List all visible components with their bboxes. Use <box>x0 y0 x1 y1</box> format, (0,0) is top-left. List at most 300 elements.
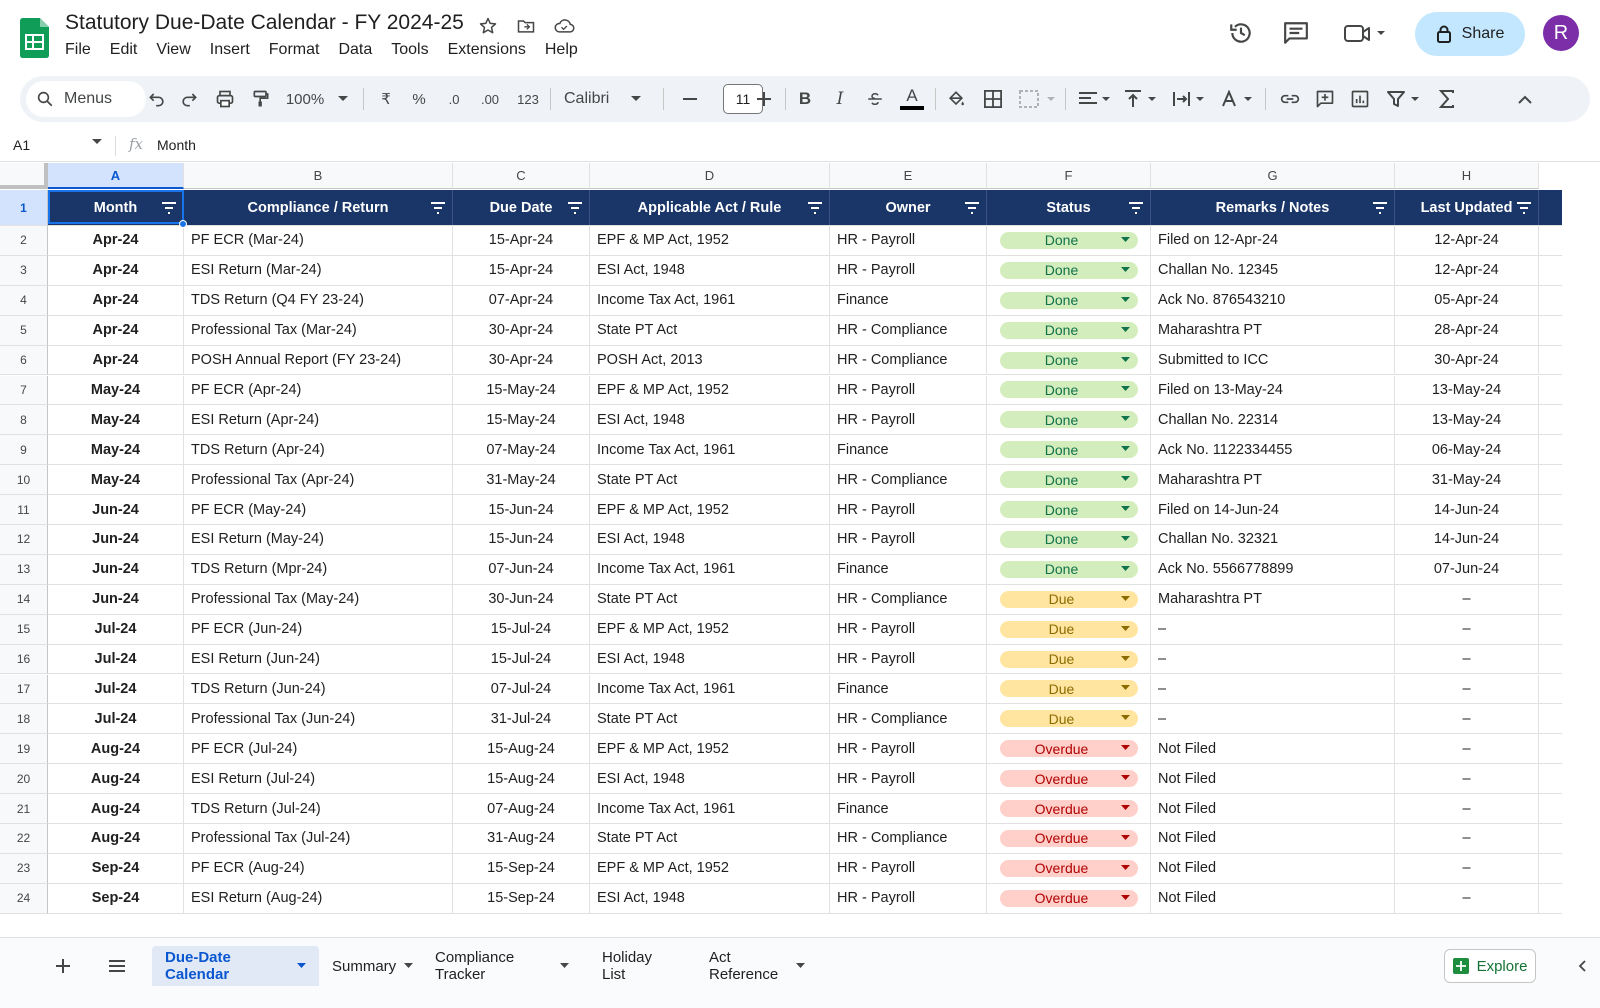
cell-compliance[interactable] <box>184 734 453 763</box>
cell-remarks[interactable] <box>1151 555 1395 584</box>
row-header[interactable]: 2 <box>0 226 48 256</box>
chevron-down-icon[interactable] <box>1121 506 1130 512</box>
cell-remarks[interactable] <box>1151 376 1395 405</box>
cell-act[interactable] <box>590 226 830 255</box>
cell-compliance[interactable] <box>184 316 453 345</box>
chevron-down-icon[interactable] <box>796 963 805 969</box>
cell-compliance[interactable] <box>184 675 453 704</box>
status-chip[interactable] <box>1000 800 1138 817</box>
cell-status[interactable] <box>987 585 1151 614</box>
cell-updated[interactable] <box>1395 645 1539 674</box>
fill-handle[interactable] <box>179 220 187 228</box>
header-cell[interactable] <box>184 190 453 225</box>
cell-updated[interactable] <box>1395 615 1539 644</box>
header-cell[interactable] <box>48 190 184 225</box>
cell-due[interactable] <box>453 884 590 913</box>
menu-search[interactable] <box>26 81 146 117</box>
print-icon[interactable] <box>213 87 237 111</box>
cell-updated[interactable] <box>1395 256 1539 285</box>
cell-act[interactable] <box>590 286 830 315</box>
sheet-tab[interactable] <box>422 946 582 986</box>
cell-remarks[interactable] <box>1151 495 1395 524</box>
cell-status[interactable] <box>987 286 1151 315</box>
strikethrough-icon[interactable] <box>865 87 885 111</box>
cell-updated[interactable] <box>1395 555 1539 584</box>
row-header[interactable]: 15 <box>0 615 48 645</box>
column-header-h[interactable]: H <box>1395 163 1539 189</box>
row-header[interactable]: 17 <box>0 675 48 705</box>
cell-owner[interactable] <box>830 525 987 554</box>
status-chip[interactable] <box>1000 890 1138 907</box>
filter-icon[interactable] <box>567 201 583 215</box>
cell-due[interactable] <box>453 675 590 704</box>
row-header[interactable]: 13 <box>0 555 48 585</box>
insert-comment-icon[interactable] <box>1313 87 1337 111</box>
cell-compliance[interactable] <box>184 824 453 853</box>
cell-owner[interactable] <box>830 854 987 883</box>
row-header[interactable]: 23 <box>0 854 48 884</box>
chevron-down-icon[interactable] <box>1121 416 1130 422</box>
cell-due[interactable] <box>453 405 590 434</box>
cell-owner[interactable] <box>830 585 987 614</box>
cell-status[interactable] <box>987 704 1151 733</box>
cell-updated[interactable] <box>1395 794 1539 823</box>
cell-updated[interactable] <box>1395 286 1539 315</box>
chevron-down-icon[interactable] <box>337 87 349 111</box>
cell-owner[interactable] <box>830 286 987 315</box>
row-header[interactable]: 1 <box>0 190 48 226</box>
status-chip[interactable] <box>1000 770 1138 787</box>
cell-act[interactable] <box>590 555 830 584</box>
cell-status[interactable] <box>987 794 1151 823</box>
cell-act[interactable] <box>590 495 830 524</box>
status-chip[interactable] <box>1000 830 1138 847</box>
header-cell[interactable] <box>590 190 830 225</box>
column-header-e[interactable]: E <box>830 163 987 189</box>
decrease-decimal-button[interactable]: .0 <box>448 91 460 107</box>
cell-status[interactable] <box>987 256 1151 285</box>
cell-remarks[interactable] <box>1151 405 1395 434</box>
header-cell[interactable] <box>987 190 1151 225</box>
chevron-down-icon[interactable] <box>1121 895 1130 901</box>
cell-owner[interactable] <box>830 645 987 674</box>
fill-color-icon[interactable] <box>945 87 967 111</box>
status-chip[interactable] <box>1000 501 1138 518</box>
paint-format-icon[interactable] <box>249 87 273 111</box>
chevron-down-icon[interactable] <box>1121 685 1130 691</box>
header-cell[interactable] <box>453 190 590 225</box>
cell-updated[interactable] <box>1395 675 1539 704</box>
borders-icon[interactable] <box>982 87 1004 111</box>
cell-status[interactable] <box>987 316 1151 345</box>
add-sheet-icon[interactable] <box>55 958 71 974</box>
cell-remarks[interactable] <box>1151 286 1395 315</box>
cell-act[interactable] <box>590 256 830 285</box>
cell-remarks[interactable] <box>1151 316 1395 345</box>
insert-chart-icon[interactable] <box>1348 87 1372 111</box>
column-header-c[interactable]: C <box>453 163 590 189</box>
cell-updated[interactable] <box>1395 585 1539 614</box>
cell-owner[interactable] <box>830 316 987 345</box>
menu-tools[interactable]: Tools <box>391 41 429 58</box>
chevron-down-icon[interactable] <box>1121 267 1130 273</box>
cell-month[interactable] <box>48 346 184 375</box>
cell-status[interactable] <box>987 226 1151 255</box>
filter-icon[interactable] <box>161 201 177 215</box>
cell-owner[interactable] <box>830 226 987 255</box>
cell-compliance[interactable] <box>184 884 453 913</box>
cell-month[interactable] <box>48 764 184 793</box>
row-header[interactable]: 6 <box>0 346 48 376</box>
cell-due[interactable] <box>453 286 590 315</box>
cell-act[interactable] <box>590 675 830 704</box>
chevron-down-icon[interactable] <box>1121 596 1130 602</box>
cell-status[interactable] <box>987 495 1151 524</box>
column-header-f[interactable]: F <box>987 163 1151 189</box>
cell-updated[interactable] <box>1395 884 1539 913</box>
font-size-input[interactable]: 11 <box>723 84 763 114</box>
vertical-align-icon[interactable] <box>1123 87 1159 111</box>
cloud-saved-icon[interactable] <box>552 14 576 38</box>
status-chip[interactable] <box>1000 381 1138 398</box>
cell-compliance[interactable] <box>184 286 453 315</box>
status-chip[interactable] <box>1000 591 1138 608</box>
cell-act[interactable] <box>590 645 830 674</box>
chevron-down-icon[interactable] <box>1121 865 1130 871</box>
horizontal-align-icon[interactable] <box>1077 87 1113 111</box>
row-header[interactable]: 10 <box>0 465 48 495</box>
cell-compliance[interactable] <box>184 346 453 375</box>
cell-month[interactable] <box>48 824 184 853</box>
cell-owner[interactable] <box>830 824 987 853</box>
row-header[interactable]: 9 <box>0 435 48 465</box>
status-chip[interactable] <box>1000 471 1138 488</box>
cell-remarks[interactable] <box>1151 884 1395 913</box>
increase-font-size-icon[interactable] <box>754 87 774 111</box>
cell-owner[interactable] <box>830 495 987 524</box>
column-header-b[interactable]: B <box>184 163 453 189</box>
row-header[interactable]: 24 <box>0 884 48 914</box>
cell-month[interactable] <box>48 675 184 704</box>
status-chip[interactable] <box>1000 411 1138 428</box>
menu-data[interactable]: Data <box>338 41 373 58</box>
status-chip[interactable] <box>1000 740 1138 757</box>
currency-format-button[interactable]: ₹ <box>381 91 391 108</box>
status-chip[interactable] <box>1000 292 1138 309</box>
chevron-down-icon[interactable] <box>1121 327 1130 333</box>
avatar[interactable]: R <box>1543 15 1579 51</box>
cell-remarks[interactable] <box>1151 226 1395 255</box>
cell-month[interactable] <box>48 884 184 913</box>
cell-remarks[interactable] <box>1151 615 1395 644</box>
cell-due[interactable] <box>453 555 590 584</box>
cell-owner[interactable] <box>830 884 987 913</box>
filter-icon[interactable] <box>807 201 823 215</box>
cell-status[interactable] <box>987 346 1151 375</box>
cell-status[interactable] <box>987 764 1151 793</box>
cell-act[interactable] <box>590 764 830 793</box>
cell-act[interactable] <box>590 376 830 405</box>
filter-icon[interactable] <box>1516 201 1532 215</box>
cell-act[interactable] <box>590 854 830 883</box>
filter-icon[interactable] <box>964 201 980 215</box>
cell-due[interactable] <box>453 525 590 554</box>
cell-remarks[interactable] <box>1151 585 1395 614</box>
cell-status[interactable] <box>987 645 1151 674</box>
cell-act[interactable] <box>590 585 830 614</box>
star-icon[interactable] <box>476 14 500 38</box>
column-header-a[interactable]: A <box>48 163 184 189</box>
cell-status[interactable] <box>987 734 1151 763</box>
header-cell[interactable] <box>1151 190 1395 225</box>
cell-due[interactable] <box>453 435 590 464</box>
cell-compliance[interactable] <box>184 495 453 524</box>
cell-compliance[interactable] <box>184 764 453 793</box>
cell-act[interactable] <box>590 794 830 823</box>
cell-remarks[interactable] <box>1151 764 1395 793</box>
chevron-down-icon[interactable] <box>1121 297 1130 303</box>
chevron-down-icon[interactable] <box>1121 386 1130 392</box>
cell-status[interactable] <box>987 525 1151 554</box>
status-chip[interactable] <box>1000 322 1138 339</box>
row-header[interactable]: 8 <box>0 405 48 435</box>
row-header[interactable]: 3 <box>0 256 48 286</box>
cell-updated[interactable] <box>1395 316 1539 345</box>
cell-remarks[interactable] <box>1151 704 1395 733</box>
cell-month[interactable] <box>48 286 184 315</box>
cell-act[interactable] <box>590 615 830 644</box>
row-header[interactable]: 22 <box>0 824 48 854</box>
comments-icon[interactable] <box>1283 21 1309 45</box>
zoom-select[interactable]: 100% <box>285 90 325 108</box>
cell-updated[interactable] <box>1395 764 1539 793</box>
chevron-down-icon[interactable] <box>92 139 102 145</box>
status-chip[interactable] <box>1000 651 1138 668</box>
cell-owner[interactable] <box>830 555 987 584</box>
cell-owner[interactable] <box>830 675 987 704</box>
status-chip[interactable] <box>1000 860 1138 877</box>
cell-status[interactable] <box>987 824 1151 853</box>
cell-compliance[interactable] <box>184 794 453 823</box>
cell-due[interactable] <box>453 854 590 883</box>
header-cell[interactable] <box>830 190 987 225</box>
cell-owner[interactable] <box>830 435 987 464</box>
cell-compliance[interactable] <box>184 615 453 644</box>
font-family-select[interactable]: Calibri <box>564 90 610 107</box>
cell-due[interactable] <box>453 585 590 614</box>
sum-icon[interactable] <box>1436 87 1458 111</box>
row-header[interactable]: 19 <box>0 734 48 764</box>
cell-due[interactable] <box>453 495 590 524</box>
cell-compliance[interactable] <box>184 256 453 285</box>
cell-compliance[interactable] <box>184 465 453 494</box>
chevron-down-icon[interactable] <box>1121 835 1130 841</box>
cell-compliance[interactable] <box>184 405 453 434</box>
cell-month[interactable] <box>48 525 184 554</box>
chevron-down-icon[interactable] <box>1121 357 1130 363</box>
status-chip[interactable] <box>1000 621 1138 638</box>
cell-act[interactable] <box>590 824 830 853</box>
cell-month[interactable] <box>48 256 184 285</box>
cell-month[interactable] <box>48 316 184 345</box>
sheet-tab[interactable] <box>152 946 319 986</box>
cell-act[interactable] <box>590 884 830 913</box>
cell-compliance[interactable] <box>184 704 453 733</box>
filter-icon[interactable] <box>1128 201 1144 215</box>
row-header[interactable]: 12 <box>0 525 48 555</box>
text-wrapping-icon[interactable] <box>1171 87 1207 111</box>
cell-month[interactable] <box>48 465 184 494</box>
chevron-down-icon[interactable] <box>560 963 569 969</box>
cell-act[interactable] <box>590 465 830 494</box>
cell-month[interactable] <box>48 555 184 584</box>
chevron-down-icon[interactable] <box>630 87 642 111</box>
cell-status[interactable] <box>987 555 1151 584</box>
cell-remarks[interactable] <box>1151 256 1395 285</box>
cell-updated[interactable] <box>1395 495 1539 524</box>
document-title[interactable]: Statutory Due-Date Calendar - FY 2024-25 <box>65 11 464 34</box>
status-chip[interactable] <box>1000 561 1138 578</box>
chevron-down-icon[interactable] <box>297 963 306 969</box>
cell-compliance[interactable] <box>184 555 453 584</box>
row-header[interactable]: 20 <box>0 764 48 794</box>
cell-month[interactable] <box>48 226 184 255</box>
cell-updated[interactable] <box>1395 435 1539 464</box>
merge-cells-icon[interactable] <box>1018 87 1058 111</box>
cell-updated[interactable] <box>1395 346 1539 375</box>
chevron-down-icon[interactable] <box>1121 805 1130 811</box>
cell-remarks[interactable] <box>1151 465 1395 494</box>
row-header[interactable]: 21 <box>0 794 48 824</box>
cell-due[interactable] <box>453 794 590 823</box>
cell-month[interactable] <box>48 435 184 464</box>
text-color-button[interactable] <box>900 87 924 111</box>
cell-act[interactable] <box>590 405 830 434</box>
cell-act[interactable] <box>590 435 830 464</box>
row-header[interactable]: 16 <box>0 645 48 675</box>
status-chip[interactable] <box>1000 262 1138 279</box>
chevron-down-icon[interactable] <box>1121 745 1130 751</box>
cell-compliance[interactable] <box>184 854 453 883</box>
cell-updated[interactable] <box>1395 824 1539 853</box>
percent-format-button[interactable]: % <box>412 90 426 108</box>
menu-help[interactable]: Help <box>544 41 578 58</box>
cell-month[interactable] <box>48 854 184 883</box>
cell-month[interactable] <box>48 585 184 614</box>
cell-owner[interactable] <box>830 405 987 434</box>
cell-owner[interactable] <box>830 764 987 793</box>
chevron-down-icon[interactable] <box>1121 566 1130 572</box>
cell-owner[interactable] <box>830 465 987 494</box>
explore-button[interactable] <box>1444 949 1536 983</box>
cell-owner[interactable] <box>830 615 987 644</box>
cell-status[interactable] <box>987 376 1151 405</box>
cell-remarks[interactable] <box>1151 734 1395 763</box>
cell-compliance[interactable] <box>184 645 453 674</box>
sheet-tab[interactable] <box>696 946 818 986</box>
chevron-down-icon[interactable] <box>1121 237 1130 243</box>
cell-due[interactable] <box>453 376 590 405</box>
meet-icon[interactable] <box>1344 22 1386 44</box>
sheet-tab[interactable] <box>589 946 686 986</box>
cell-due[interactable] <box>453 764 590 793</box>
cell-act[interactable] <box>590 704 830 733</box>
header-cell[interactable] <box>1395 190 1539 225</box>
cell-updated[interactable] <box>1395 376 1539 405</box>
chevron-down-icon[interactable] <box>1121 446 1130 452</box>
cell-month[interactable] <box>48 376 184 405</box>
chevron-left-icon[interactable] <box>1578 960 1586 972</box>
cell-updated[interactable] <box>1395 226 1539 255</box>
undo-icon[interactable] <box>145 87 169 111</box>
cell-updated[interactable] <box>1395 704 1539 733</box>
row-header[interactable]: 5 <box>0 316 48 346</box>
status-chip[interactable] <box>1000 531 1138 548</box>
cell-remarks[interactable] <box>1151 645 1395 674</box>
cell-act[interactable] <box>590 734 830 763</box>
cell-due[interactable] <box>453 704 590 733</box>
filter-icon[interactable] <box>430 201 446 215</box>
status-chip[interactable] <box>1000 232 1138 249</box>
cell-owner[interactable] <box>830 346 987 375</box>
cell-remarks[interactable] <box>1151 824 1395 853</box>
cell-updated[interactable] <box>1395 465 1539 494</box>
cell-compliance[interactable] <box>184 525 453 554</box>
column-header-g[interactable]: G <box>1151 163 1395 189</box>
status-chip[interactable] <box>1000 441 1138 458</box>
sheets-logo-icon[interactable] <box>20 18 49 58</box>
cell-status[interactable] <box>987 615 1151 644</box>
cell-month[interactable] <box>48 495 184 524</box>
insert-link-icon[interactable] <box>1278 87 1302 111</box>
cell-month[interactable] <box>48 645 184 674</box>
cell-due[interactable] <box>453 645 590 674</box>
cell-due[interactable] <box>453 465 590 494</box>
cell-compliance[interactable] <box>184 585 453 614</box>
chevron-down-icon[interactable] <box>1121 626 1130 632</box>
menu-edit[interactable]: Edit <box>109 41 138 58</box>
chevron-down-icon[interactable] <box>1121 775 1130 781</box>
cell-updated[interactable] <box>1395 525 1539 554</box>
cell-compliance[interactable] <box>184 376 453 405</box>
italic-button[interactable]: I <box>836 89 844 109</box>
name-box[interactable]: A1 <box>13 137 31 153</box>
cell-status[interactable] <box>987 465 1151 494</box>
cell-updated[interactable] <box>1395 405 1539 434</box>
cell-owner[interactable] <box>830 704 987 733</box>
cell-month[interactable] <box>48 734 184 763</box>
menu-insert[interactable]: Insert <box>209 41 250 58</box>
all-sheets-icon[interactable] <box>108 959 126 973</box>
row-header[interactable]: 14 <box>0 585 48 615</box>
status-chip[interactable] <box>1000 680 1138 697</box>
decrease-font-size-icon[interactable] <box>680 87 700 111</box>
cell-owner[interactable] <box>830 376 987 405</box>
menu-format[interactable]: Format <box>268 41 320 58</box>
cell-month[interactable] <box>48 615 184 644</box>
text-rotation-icon[interactable] <box>1219 87 1255 111</box>
sheet-tab[interactable] <box>319 946 415 986</box>
chevron-down-icon[interactable] <box>1121 536 1130 542</box>
move-folder-icon[interactable] <box>514 14 538 38</box>
filter-icon[interactable] <box>1386 87 1422 111</box>
status-chip[interactable] <box>1000 710 1138 727</box>
collapse-toolbar-icon[interactable] <box>1514 87 1536 111</box>
row-header[interactable]: 18 <box>0 704 48 734</box>
bold-button[interactable]: B <box>798 89 812 108</box>
cell-month[interactable] <box>48 405 184 434</box>
cell-remarks[interactable] <box>1151 525 1395 554</box>
